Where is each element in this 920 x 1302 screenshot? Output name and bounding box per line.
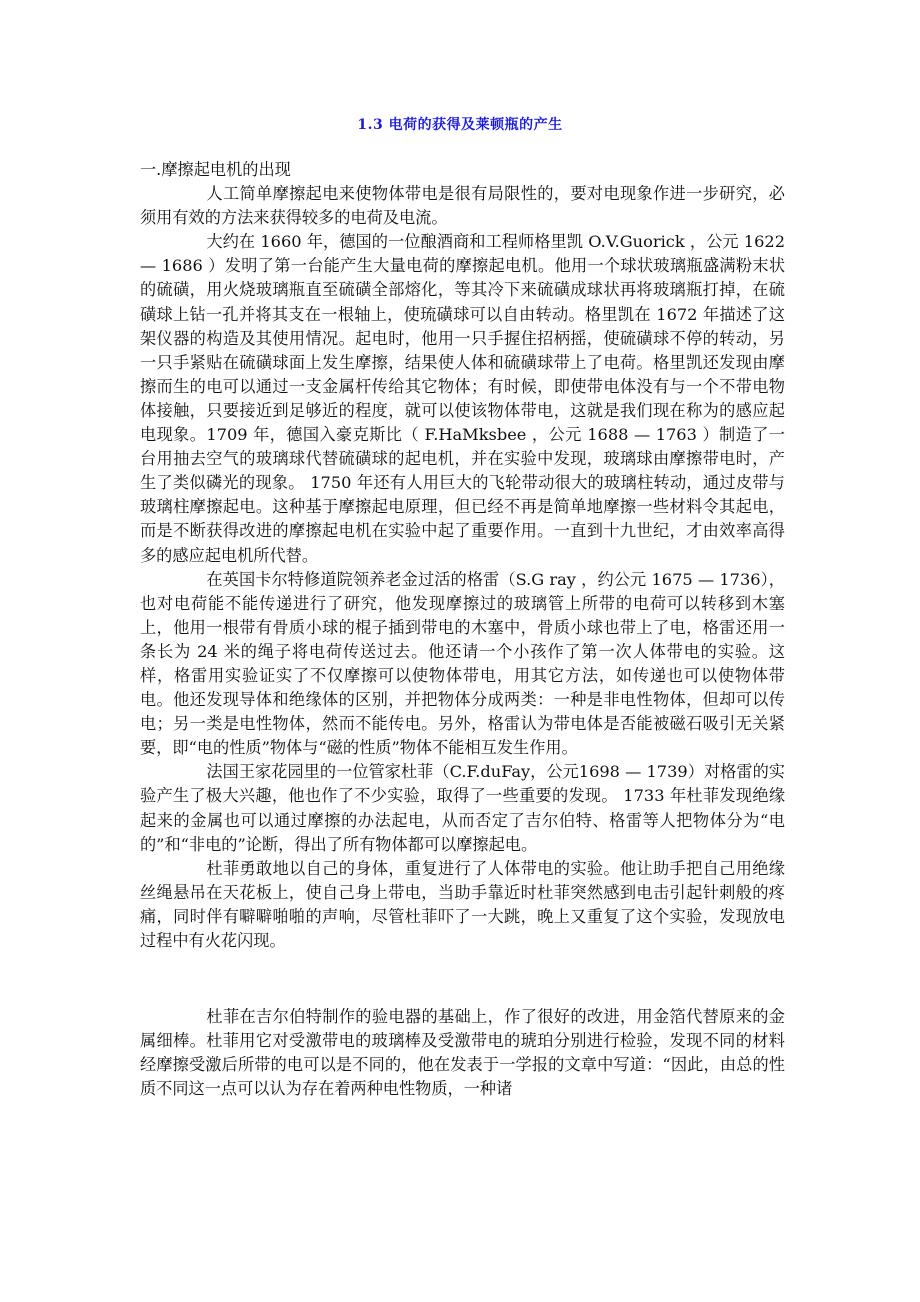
paragraph-gray: 在英国卡尔特修道院领养老金过活的格雷（S.G ray ，约公元 1675 — 1736），也对电荷能不能传递进行了研究，他发现摩擦过的玻璃管上所带的电荷可以转移到木塞上，他用一根带有骨质小球的棍子插到带电的木塞中，骨质小球也带上了电，格雷还用一条长为 24 米的绳子将电荷传送过去。他还请一个小孩作了第一次人体带电的实验。这样，格雷用实验证实了不仅摩擦可以使物体带电，用其它方法，如传递也可以使物体带电。他还发现导体和绝缘体的区别，并把物体分成两类：一种是非电性物体，但却可以传电；另一类是电性物体，然而不能传电。另外，格雷认为带电体是否能被磁石吸引无关紧要，即“电的性质”物体与“磁的性质”物体不能相互发生作用。 bbox=[140, 569, 785, 758]
paragraph-guericke: 大约在 1660 年，德国的一位酿酒商和工程师格里凯 O.V.Guorick ，公元 1622 — 1686 ）发明了第一台能产生大量电荷的摩擦起电机。他用一个球状玻璃瓶盛满粉末状的硫磺，用火烧玻璃瓶直至硫磺全部熔化，等其冷下来硫磺成球状再将玻璃瓶打掉，在硫磺球上钻一孔并将其支在一根轴上，使琉磺球可以自由转动。格里凯在 1672 年描述了这架仪器的构造及其使用情况。起电时，他用一只手握住招柄摇，使硫磺球不停的转动，另一只手紧贴在硫磺球面上发生摩擦，结果使人体和硫磺球带上了电荷。格里凯还发现由摩擦而生的电可以通过一支金属杆传给其它物体；有时候，即使带电体没有与一个不带电物体接触，只要接近到足够近的程度，就可以使该物体带电，这就是我们现在称为的感应起电现象。1709 年，德国入豪克斯比（ F.HaMksbee ，公元 1688 — 1763 ）制造了一台用抽去空气的玻璃球代替硫磺球的起电机，并在实验中发现，玻璃球由摩擦带电时，产生了类似磷光的现象。 1750 年还有人用巨大的飞轮带动很大的玻璃柱转动，通过皮带与玻璃柱摩擦起电。这种基于摩擦起电原理，但已经不再是简单地摩擦一些材料令其起电，而是不断获得改进的摩擦起电机在实验中起了重要作用。一直到十九世纪，才由效率高得多的感应起电机所代替。 bbox=[140, 232, 785, 565]
paragraph-dufay-experiment: 杜菲勇敢地以自己的身体，重复进行了人体带电的实验。他让助手把自己用绝缘丝绳悬吊在天花板上，使自己身上带电，当助手靠近时杜菲突然感到电击引起针刺般的疼痛，同时伴有噼噼啪啪的声响，尽管杜菲吓了一大跳，晚上又重复了这个实验，发现放电过程中有火花闪现。 bbox=[140, 858, 785, 950]
document-body bbox=[140, 158, 785, 1101]
paragraph-intro: 人工简单摩擦起电来使物体带电是很有局限性的，要对电现象作进一步研究，必须用有效的方法来获得较多的电荷及电流。 bbox=[140, 184, 785, 228]
page-title: 1.3 电荷的获得及莱顿瓶的产生 bbox=[357, 117, 563, 133]
paragraph-spacer bbox=[140, 953, 785, 1005]
paragraph-electroscope: 杜菲在吉尔伯特制作的验电器的基础上，作了很好的改进，用金箔代替原来的金属细棒。杜菲用它对受激带电的玻璃棒及受激带电的琥珀分别进行检验，发现不同的材料经摩擦受激后所带的电可以是不同的，他在发表于一学报的文章中写道：“因此，由总的性质不同这一点可以认为存在着两种电性物质，一种诸 bbox=[140, 1007, 785, 1099]
paragraph-dufay: 法国王家花园里的一位管家杜菲（C.F.duFay，公元1698 — 1739）对格雷的实验产生了极大兴趣，他也作了不少实验，取得了一些重要的发现。 1733 年杜菲发现绝缘起来的金属也可以通过摩擦的办法起电，从而否定了吉尔伯特、格雷等人把物体分为“电的”和“非电的”论断，得出了所有物体都可以摩擦起电。 bbox=[140, 762, 785, 854]
section-heading: 一.摩擦起电机的出现 bbox=[140, 160, 291, 179]
